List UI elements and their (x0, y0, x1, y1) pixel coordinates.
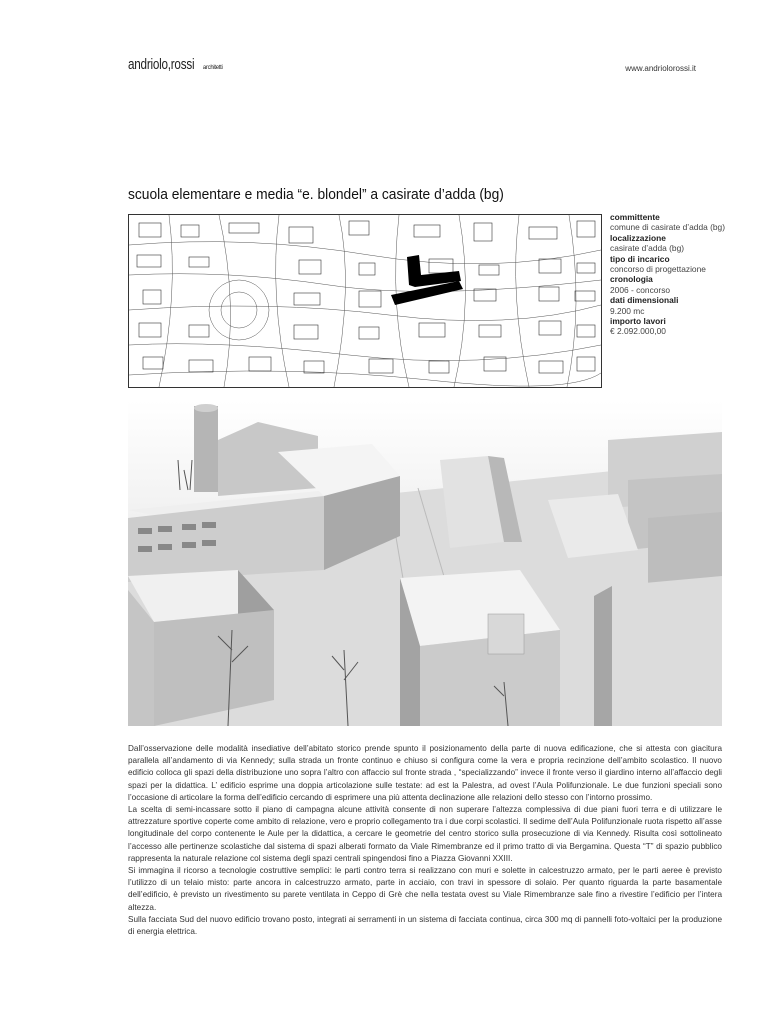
project-info (610, 212, 760, 337)
description-paragraph: Sulla facciata Sud del nuovo edificio trovano posto, integrati ai serramenti in un sistema di facciata continua, circa 300 mq di pannelli foto-voltaici per la produzione di energia elettrica. (128, 914, 722, 937)
description-paragraph: Dall’osservazione delle modalità insediative dell’abitato storico prende spunto il posizionamento della parte di nuova edificazione, che si attesta con giacitura parallela all’andamento di via Kennedy; sulla strada un fronte continuo e chiuso si configura come la vera e propria recinzione dell’ambito scolastico. Il nuovo edificio colloca gli spazi della distribuzione uno sopra l’altro con affaccio sul fronte strada , “specializzando” invece il fronte verso il giardino interno all’affaccio degli spazi per la didattica. L’ edificio esprime una doppia articolazione sulle testate: ad est la Palestra, ad ovest l’Aula Polifunzionale. Le due funzioni speciali sono l’occasione di articolare la forma dell’edificio cercando di esprimere una più attenta declinazione alle relazioni dello stesso con l’intorno prossimo. (128, 744, 722, 802)
site-plan-map (128, 214, 602, 388)
project-description (128, 743, 722, 938)
info-tipo-incarico: tipo di incarico concorso di progettazione (610, 253, 706, 275)
website-url[interactable]: www.andriolorossi.it (625, 64, 696, 73)
info-committente: committente comune di casirate d’adda (bg) (610, 212, 725, 233)
info-importo-lavori: importo lavori € 2.092.000,00 (610, 316, 666, 337)
info-dati-dimensionali: dati dimensionali 9.200 mc (610, 295, 679, 316)
brand-subtitle: architetti (202, 65, 223, 71)
brand-logo (128, 56, 223, 73)
info-cronologia: cronologia 2006 - concorso (610, 274, 671, 295)
description-paragraph: La scelta di semi-incassare sotto il piano di campagna alcune attività consente di non superare l’altezza complessiva di due piani fuori terra e di utilizzare le attrezzature sportive coperte come ambito di relazione, vero e proprio collegamento tra i due corpi scolastici. Il sedime dell’Aula Polifunzionale ruota rispetto all’asse longitudinale del corpo contenente le Aule per la didattica, a cercare le geometrie del centro storico sulla prosecuzione di via Kennedy. Risulta così sottolineato l’accesso alle pertinenze scolastiche dal sistema di spazi alberati formato da Viale Rimembranze ed il primo tratto di via Bergamina. Questa “T” di spazio pubblico rappresenta la naturale relazione col sistema degli spazi centrali spingendosi fino a Piazza Giovanni XXIII. (128, 805, 722, 863)
project-title: scuola elementare e media “e. blondel” a casirate d’adda (bg) (128, 186, 504, 203)
brand-name: andriolo,rossi (128, 56, 195, 73)
info-localizzazione: localizzazione casirate d’adda (bg) (610, 232, 685, 254)
description-paragraph: Si immagina il ricorso a tecnologie costruttive semplici: le parti contro terra si realizzano con muri e solette in calcestruzzo armato, per le parti aeree è previsto l’utilizzo di un telaio misto: parte ancora in calcestruzzo armato, parte in acciaio, con travi in spessore di solaio. Per quanto riguarda la parte basamentale dell’edificio, è previsto un rivestimento su parete ventilata in Ceppo di Grè che nella testata ovest su Viale Rimembranze sale fino a rivestire l’edificio per l’intera altezza. (128, 866, 722, 912)
model-photo (128, 400, 722, 726)
